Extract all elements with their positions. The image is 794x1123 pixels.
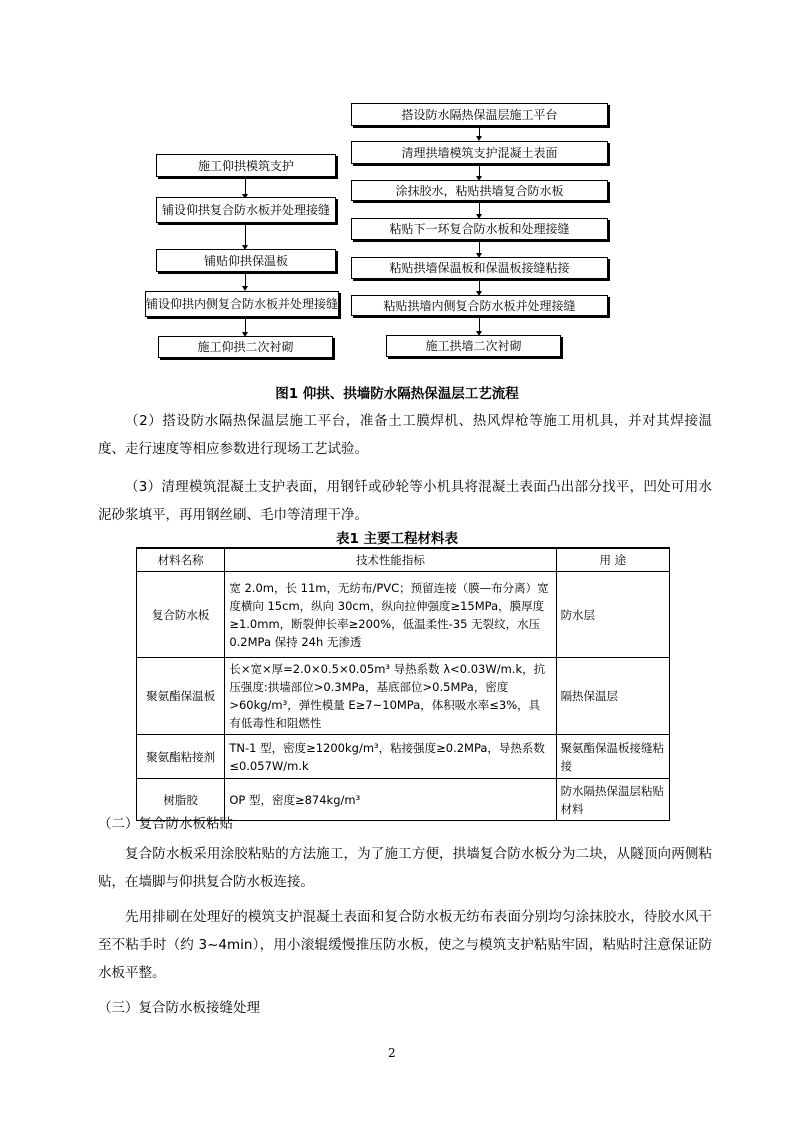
material-use: 防水层 xyxy=(556,572,669,658)
material-name: 树脂胶 xyxy=(137,779,225,821)
table-row xyxy=(137,572,670,658)
left-step-1: 施工仰拱模筑支护 xyxy=(156,154,336,177)
arrow-line xyxy=(245,225,246,246)
right-step-1: 搭设防水隔热保温层施工平台 xyxy=(351,103,608,126)
material-use: 隔热保温层 xyxy=(556,658,669,735)
left-step-2: 铺设仰拱复合防水板并处理接缝 xyxy=(156,197,336,223)
right-step-5: 粘贴拱墙保温板和保温板接缝粘接 xyxy=(351,257,608,279)
paragraph-step-2: （2）搭设防水隔热保温层施工平台，准备土工膜焊机、热风焊枪等施工用机具，并对其焊接温度、走行速度等相应参数进行现场工艺试验。 xyxy=(98,413,712,457)
left-step-5: 施工仰拱二次衬砌 xyxy=(158,336,333,358)
table-row xyxy=(137,658,670,735)
right-step-3: 涂抹胶水，粘贴拱墙复合防水板 xyxy=(351,180,608,201)
page-number: 2 xyxy=(388,1046,396,1060)
left-step-4: 铺设仰拱内侧复合防水板并处理接缝 xyxy=(145,291,339,317)
figure-caption: 图1 仰拱、拱墙防水隔热保温层工艺流程 xyxy=(275,386,519,402)
material-name: 聚氨酯保温板 xyxy=(137,658,225,735)
materials-table xyxy=(136,547,670,821)
material-spec: 长×宽×厚=2.0×0.5×0.05m³ 导热系数 λ<0.03W/m.k，抗压强度:拱墙部位>0.3MPa，基底部位>0.5MPa，密度>60kg/m³，弹性模量 E≥7~10MPa，体积吸水率≤3%，具有低毒性和阻燃性 xyxy=(225,658,556,735)
left-step-3: 铺贴仰拱保温板 xyxy=(156,249,336,272)
material-spec: 宽 2.0m，长 11m，无纺布/PVC；预留连接（膜—布分离）宽度横向 15cm，纵向 30cm，纵向拉伸强度≥15MPa，膜厚度≥1.0mm，断裂伸长率≥200%，低温柔性-35 无裂纹，水压 0.2MPa 保持 24h 无渗透 xyxy=(225,572,556,658)
material-name: 复合防水板 xyxy=(137,572,225,658)
material-use: 聚氨酯保温板接缝粘接 xyxy=(556,735,669,779)
material-spec: OP 型，密度≥874kg/m³ xyxy=(225,779,556,821)
table-caption: 表1 主要工程材料表 xyxy=(335,531,459,547)
right-step-6: 粘贴拱墙内侧复合防水板并处理接缝 xyxy=(351,295,608,316)
paragraph-step-3: （3）清理模筑混凝土支护表面，用钢钎或砂轮等小机具将混凝土表面凸出部分找平，凹处可用水泥砂浆填平，再用钢丝刷、毛巾等清理干净。 xyxy=(98,479,712,523)
section-2-title: （二）复合防水板粘贴 xyxy=(98,816,233,832)
arrow-line xyxy=(245,319,246,333)
table-header-name: 材料名称 xyxy=(137,548,225,572)
table-header-use: 用 途 xyxy=(556,548,669,572)
table-header-spec: 技术性能指标 xyxy=(225,548,556,572)
table-row xyxy=(137,735,670,779)
right-step-2: 清理拱墙模筑支护混凝土表面 xyxy=(351,141,608,164)
section-2-paragraph-1: 复合防水板采用涂胶粘贴的方法施工，为了施工方便，拱墙复合防水板分为二块，从隧顶向两侧粘贴，在墙脚与仰拱复合防水板连接。 xyxy=(98,846,712,890)
material-use: 防水隔热保温层粘贴材料 xyxy=(556,779,669,821)
material-spec: TN-1 型，密度≥1200kg/m³，粘接强度≥0.2MPa，导热系数≤0.057W/m.k xyxy=(225,735,556,779)
section-2-paragraph-2: 先用排刷在处理好的模筑支护混凝土表面和复合防水板无纺布表面分别均匀涂抹胶水，待胶水风干至不粘手时（约 3~4min），用小滚辊缓慢推压防水板，使之与模筑支护粘贴牢固，粘贴时注意保证防水板平整。 xyxy=(98,909,712,981)
section-3-title: （三）复合防水板接缝处理 xyxy=(98,1000,260,1016)
right-step-7: 施工拱墙二次衬砌 xyxy=(386,335,561,357)
arrow-line xyxy=(245,178,246,195)
right-step-4: 粘贴下一环复合防水板和处理接缝 xyxy=(351,218,608,240)
table-header-row xyxy=(137,548,670,572)
arrow-line xyxy=(479,318,480,332)
material-name: 聚氨酯粘接剂 xyxy=(137,735,225,779)
